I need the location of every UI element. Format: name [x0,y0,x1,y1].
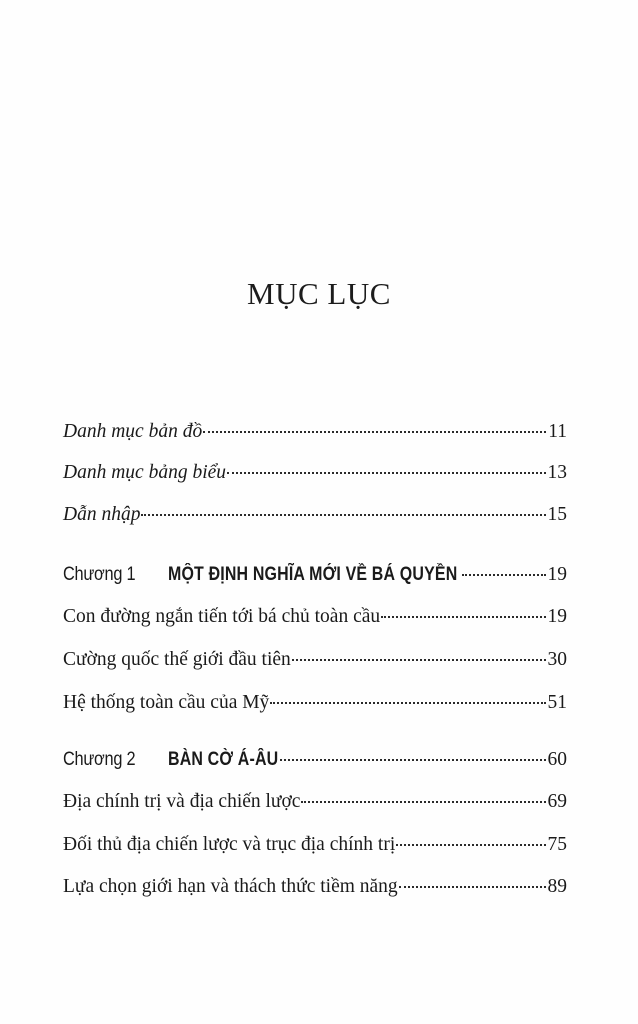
toc-entry-label: Đối thủ địa chiến lược và trục địa chính trị [63,834,396,855]
toc-section[interactable] [63,645,567,675]
chapter-title: BÀN CỜ Á-ÂU [168,749,279,770]
dot-leader [292,645,546,665]
chapter-heading [63,745,279,775]
dot-leader [462,560,546,580]
dot-leader [301,787,545,807]
dot-leader [270,688,545,708]
toc-page-number: 11 [548,421,567,442]
toc-entry-label: Danh mục bản đồ [63,421,203,442]
toc-page-number: 19 [547,606,567,627]
toc-page-number: 19 [547,564,567,585]
dot-leader [381,602,545,622]
dot-leader [396,830,545,850]
toc-entry-label: Hệ thống toàn cầu của Mỹ [63,692,270,713]
toc-entry-label: Địa chính trị và địa chiến lược [63,791,301,812]
toc-chapter-2[interactable] [63,745,567,775]
toc-page-number: 30 [547,649,567,670]
dot-leader [141,500,545,520]
toc-entry-label: Danh mục bảng biểu [63,462,227,483]
dot-leader [280,745,545,765]
toc-entry-label: Lựa chọn giới hạn và thách thức tiềm năng [63,876,398,897]
toc-page-number: 89 [547,876,567,897]
bleed-through-texture [64,112,564,134]
toc-entry-label: Dẫn nhập [63,504,141,525]
dot-leader [227,458,545,478]
toc-section[interactable] [63,688,567,718]
toc-page-number: 75 [547,834,567,855]
toc-section[interactable] [63,830,567,860]
page-title: MỤC LỤC [247,276,391,311]
toc-section[interactable] [63,602,567,632]
toc-entry-label: Con đường ngắn tiến tới bá chủ toàn cầu [63,606,381,627]
toc-entry-table-list[interactable] [63,458,567,488]
chapter-number: Chương 2 [63,749,136,770]
toc-page-number: 51 [547,692,567,713]
chapter-heading [63,560,461,590]
chapter-number: Chương 1 [63,564,136,585]
toc-entry-label: Cường quốc thế giới đầu tiên [63,649,291,670]
dot-leader [399,872,546,892]
toc-section[interactable] [63,787,567,817]
toc-page-number: 69 [547,791,567,812]
chapter-title: MỘT ĐỊNH NGHĨA MỚI VỀ BÁ QUYỀN [168,564,458,585]
toc-page-number: 60 [547,749,567,770]
toc-chapter-1[interactable] [63,560,567,590]
toc-page-number: 15 [547,504,567,525]
dot-leader [203,417,546,437]
toc-section[interactable] [63,872,567,902]
toc-page-number: 13 [547,462,567,483]
toc-entry-introduction[interactable] [63,500,567,530]
toc-entry-map-list[interactable] [63,417,567,447]
